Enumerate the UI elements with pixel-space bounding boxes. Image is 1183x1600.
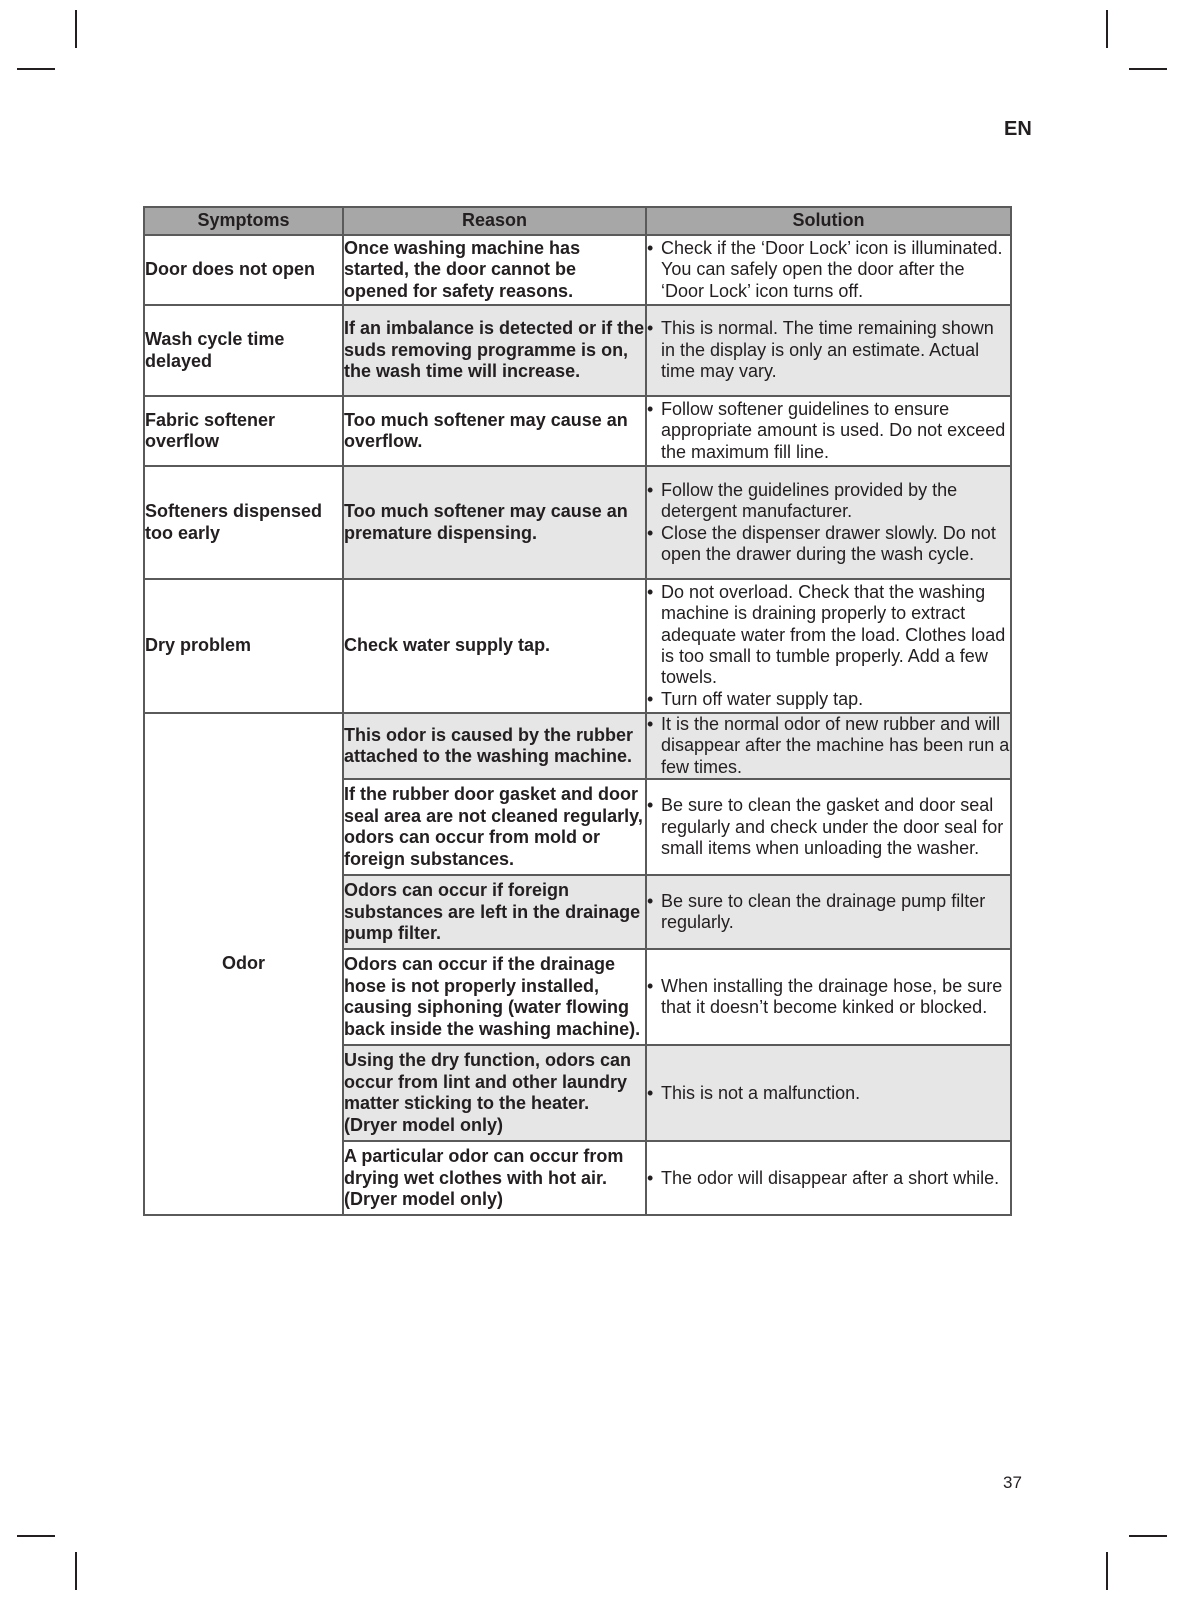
solution-item: • Turn off water supply tap. — [647, 689, 1010, 710]
solution-cell — [646, 305, 1011, 396]
reason-cell: Check water supply tap. — [343, 579, 646, 713]
column-header-reason: Reason — [343, 207, 646, 235]
solution-cell — [646, 235, 1011, 305]
solution-item: • Do not overload. Check that the washing machine is draining properly to extract adequate water from the load. Clothes load is too small to tumble properly. Add a few towels. — [647, 582, 1010, 689]
solution-cell — [646, 779, 1011, 875]
solution-item: • Follow softener guidelines to ensure appropriate amount is used. Do not exceed the maximum fill line. — [647, 399, 1010, 463]
column-header-solution: Solution — [646, 207, 1011, 235]
reason-cell: Once washing machine has started, the door cannot be opened for safety reasons. — [343, 235, 646, 305]
table-row — [144, 579, 1011, 713]
solution-cell — [646, 1141, 1011, 1215]
crop-mark — [1106, 1552, 1108, 1590]
symptom-cell: Fabric softener overflow — [144, 396, 343, 466]
table-row — [144, 713, 1011, 779]
crop-mark — [17, 1535, 55, 1537]
solution-cell — [646, 713, 1011, 779]
reason-cell: This odor is caused by the rubber attached to the washing machine. — [343, 713, 646, 779]
language-label: EN — [1004, 118, 1032, 140]
table-row — [144, 396, 1011, 466]
reason-cell: A particular odor can occur from drying wet clothes with hot air. (Dryer model only) — [343, 1141, 646, 1215]
solution-item: • Close the dispenser drawer slowly. Do not open the drawer during the wash cycle. — [647, 523, 1010, 566]
solution-cell — [646, 579, 1011, 713]
solution-item: • This is not a malfunction. — [647, 1083, 1010, 1104]
solution-item: • It is the normal odor of new rubber and will disappear after the machine has been run a few times. — [647, 714, 1010, 778]
symptom-cell: Door does not open — [144, 235, 343, 305]
table-row — [144, 305, 1011, 396]
crop-mark — [75, 10, 77, 48]
symptom-cell-odor: Odor — [144, 713, 343, 1215]
crop-mark — [1129, 1535, 1167, 1537]
solution-item: • This is normal. The time remaining shown in the display is only an estimate. Actual time may vary. — [647, 318, 1010, 382]
solution-cell — [646, 875, 1011, 949]
symptom-cell: Softeners dispensed too early — [144, 466, 343, 579]
solution-item: • When installing the drainage hose, be sure that it doesn’t become kinked or blocked. — [647, 976, 1010, 1019]
solution-cell — [646, 396, 1011, 466]
reason-cell: If an imbalance is detected or if the suds removing programme is on, the wash time will increase. — [343, 305, 646, 396]
crop-mark — [17, 68, 55, 70]
symptom-cell: Dry problem — [144, 579, 343, 713]
reason-cell: Using the dry function, odors can occur from lint and other laundry matter sticking to the heater. (Dryer model only) — [343, 1045, 646, 1141]
reason-cell: Odors can occur if foreign substances are left in the drainage pump filter. — [343, 875, 646, 949]
solution-cell — [646, 949, 1011, 1045]
solution-cell — [646, 466, 1011, 579]
table-row — [144, 466, 1011, 579]
solution-item: • The odor will disappear after a short while. — [647, 1168, 1010, 1189]
solution-item: • Follow the guidelines provided by the detergent manufacturer. — [647, 480, 1010, 523]
table-row — [144, 235, 1011, 305]
solution-item: • Check if the ‘Door Lock’ icon is illuminated. You can safely open the door after the ‘Door Lock’ icon turns off. — [647, 238, 1010, 302]
page-number: 37 — [1003, 1473, 1022, 1492]
reason-cell: If the rubber door gasket and door seal area are not cleaned regularly, odors can occur from mold or foreign substances. — [343, 779, 646, 875]
symptom-cell: Wash cycle time delayed — [144, 305, 343, 396]
crop-mark — [1106, 10, 1108, 48]
crop-mark — [1129, 68, 1167, 70]
column-header-symptoms: Symptoms — [144, 207, 343, 235]
reason-cell: Too much softener may cause an overflow. — [343, 396, 646, 466]
solution-cell — [646, 1045, 1011, 1141]
crop-mark — [75, 1552, 77, 1590]
table-header-row — [144, 207, 1011, 235]
solution-item: • Be sure to clean the gasket and door seal regularly and check under the door seal for small items when unloading the washer. — [647, 795, 1010, 859]
reason-cell: Odors can occur if the drainage hose is not properly installed, causing siphoning (water flowing back inside the washing machine). — [343, 949, 646, 1045]
reason-cell: Too much softener may cause an premature dispensing. — [343, 466, 646, 579]
troubleshooting-table — [143, 206, 1012, 1216]
solution-item: • Be sure to clean the drainage pump filter regularly. — [647, 891, 1010, 934]
